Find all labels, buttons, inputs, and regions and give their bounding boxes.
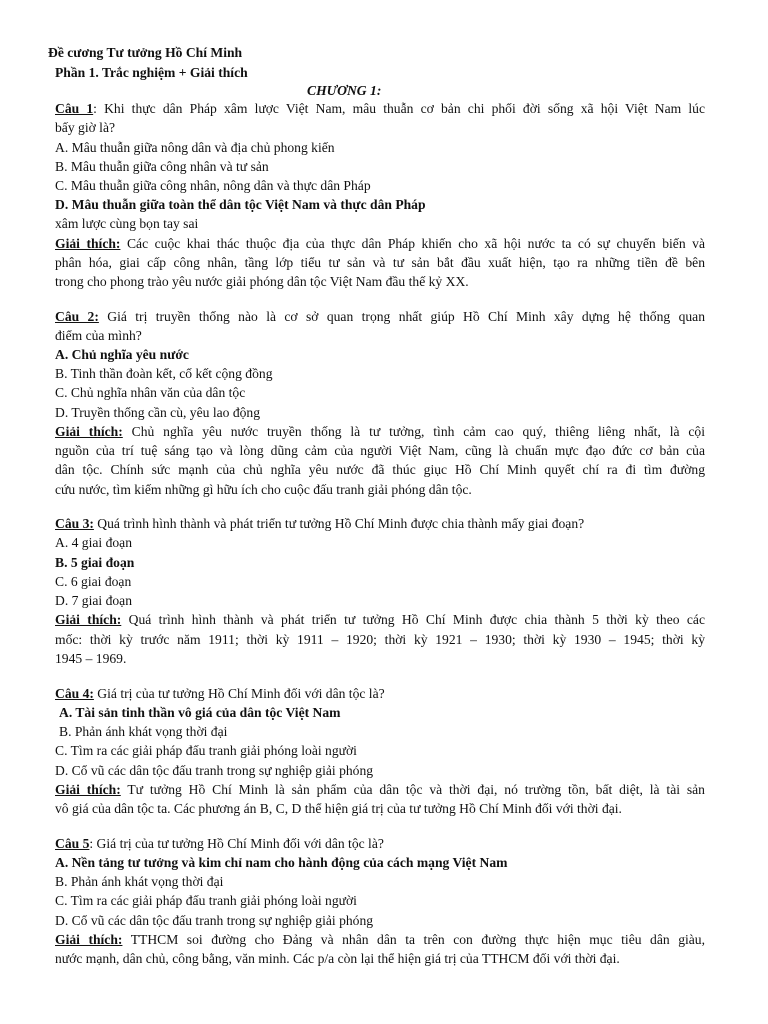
question-2-line-1: Câu 2: Giá trị truyền thống nào là cơ sở quan trọng nhất giúp Hồ Chí Minh xây dựng hệ thống quan [55, 309, 706, 324]
question-5-option-a: A. Nền tảng tư tưởng và kim chỉ nam cho hành động của cách mạng Việt Nam [55, 855, 508, 870]
question-4-explanation-line-2: vô giá của dân tộc ta. Các phương án B, C, D thể hiện giá trị của tư tưởng Hồ Chí Minh đối với thời đại. [55, 801, 622, 816]
question-2-option-b: B. Tinh thần đoàn kết, cố kết cộng đồng [55, 366, 273, 381]
question-1-option-b: B. Mâu thuẫn giữa công nhân và tư sản [55, 159, 269, 174]
question-3-explanation-line-3: 1945 – 1969. [55, 651, 127, 666]
explanation-label: Giải thích: [55, 932, 123, 947]
explanation-label: Giải thích: [55, 236, 121, 251]
question-2-explanation-line-4: cứu nước, tìm kiếm những gì hữu ích cho cuộc đấu tranh giải phóng dân tộc. [55, 482, 472, 497]
question-3-option-c: C. 6 giai đoạn [55, 574, 132, 589]
question-4-option-c: C. Tìm ra các giải pháp đấu tranh giải phóng loài người [55, 743, 357, 758]
question-4-option-d: D. Cổ vũ các dân tộc đấu tranh trong sự nghiệp giải phóng [55, 763, 374, 778]
question-3-label: Câu 3: [55, 516, 94, 531]
chapter-heading: CHƯƠNG 1: [307, 83, 382, 98]
explanation-label: Giải thích: [55, 782, 121, 797]
question-5-label: Câu 5 [55, 836, 90, 851]
question-3-line-1: Câu 3: Quá trình hình thành và phát triển tư tưởng Hồ Chí Minh được chia thành mấy giai đoạn? [55, 516, 585, 531]
question-2-option-d: D. Truyền thống cần cù, yêu lao động [55, 405, 261, 420]
question-5-option-b: B. Phản ánh khát vọng thời đại [55, 874, 224, 889]
question-5-explanation-line-1: Giải thích: TTHCM soi đường cho Đảng và nhân dân ta trên con đường thực hiện mục tiêu dân giàu, [55, 932, 705, 947]
question-2-explanation-line-2: nguồn của trí tuệ sáng tạo và lòng dũng cảm của người Việt Nam, cũng là chuẩn mực đạo đức cơ bản của [55, 443, 705, 458]
question-2-explanation-line-3: dân tộc. Chính sức mạnh của chủ nghĩa yêu nước đã thúc giục Hồ Chí Minh quyết chí ra đi tìm đường [55, 462, 705, 477]
explanation-label: Giải thích: [55, 424, 123, 439]
question-3-explanation-line-2: mốc: thời kỳ trước năm 1911; thời kỳ 1911 – 1920; thời kỳ 1921 – 1930; thời kỳ 1930 – 1945; thời kỳ [55, 632, 705, 647]
document-title: Đề cương Tư tưởng Hồ Chí Minh [48, 45, 243, 60]
question-5-line-1: Câu 5: Giá trị của tư tưởng Hồ Chí Minh đối với dân tộc là? [55, 836, 384, 851]
question-1-explanation-line-1: Giải thích: Các cuộc khai thác thuộc địa của thực dân Pháp khiến cho xã hội nước ta có sự chuyển biến và [55, 236, 705, 251]
question-1-option-c: C. Mâu thuẫn giữa công nhân, nông dân và thực dân Pháp [55, 178, 371, 193]
question-1-option-a: A. Mâu thuẫn giữa nông dân và địa chủ phong kiến [55, 140, 335, 155]
part-heading: Phần 1. Trắc nghiệm + Giải thích [55, 65, 248, 80]
question-3-explanation-line-1: Giải thích: Quá trình hình thành và phát triển tư tưởng Hồ Chí Minh được chia thành 5 thời kỳ theo các [55, 612, 705, 627]
question-2-explanation-line-1: Giải thích: Chủ nghĩa yêu nước truyền thống là tư tưởng, tình cảm cao quý, thiêng liêng nhất, là cội [55, 424, 705, 439]
question-1-option-d: D. Mâu thuẫn giữa toàn thể dân tộc Việt Nam và thực dân Pháp [55, 197, 426, 212]
question-3-option-d: D. 7 giai đoạn [55, 593, 133, 608]
question-4-line-1: Câu 4: Giá trị của tư tưởng Hồ Chí Minh đối với dân tộc là? [55, 686, 385, 701]
question-4-explanation-line-1: Giải thích: Tư tưởng Hồ Chí Minh là sản phẩm của dân tộc và thời đại, nó trường tồn, bất diệt, là tài sản [55, 782, 705, 797]
question-3-option-a: A. 4 giai đoạn [55, 535, 133, 550]
question-2-label: Câu 2: [55, 309, 99, 324]
question-4-option-b: B. Phản ánh khát vọng thời đại [59, 724, 228, 739]
question-5-explanation-line-2: nước mạnh, dân chủ, công bằng, văn minh. Các p/a còn lại thể hiện giá trị của TTHCM đối với thời đại. [55, 951, 620, 966]
question-1-line-2: bấy giờ là? [55, 120, 116, 135]
question-1-line-1: Câu 1: Khi thực dân Pháp xâm lược Việt Nam, mâu thuẫn cơ bản chi phối đời sống xã hội Việt Nam lúc [55, 101, 705, 116]
question-3-option-b: B. 5 giai đoạn [55, 555, 135, 570]
question-4-label: Câu 4: [55, 686, 94, 701]
question-5-option-c: C. Tìm ra các giải pháp đấu tranh giải phóng loài người [55, 893, 357, 908]
question-2-line-2: điểm của mình? [55, 328, 142, 343]
explanation-label: Giải thích: [55, 612, 122, 627]
question-2-option-a: A. Chủ nghĩa yêu nước [55, 347, 189, 362]
question-5-option-d: D. Cổ vũ các dân tộc đấu tranh trong sự nghiệp giải phóng [55, 913, 374, 928]
question-1-label: Câu 1 [55, 101, 94, 116]
question-1-explanation-line-3: trong cho phong trào yêu nước giải phóng dân tộc Việt Nam đầu thế kỷ XX. [55, 274, 469, 289]
question-2-option-c: C. Chủ nghĩa nhân văn của dân tộc [55, 385, 246, 400]
question-4-option-a: A. Tài sản tinh thần vô giá của dân tộc Việt Nam [59, 705, 341, 720]
question-1-explanation-line-2: phân hóa, giai cấp công nhân, tầng lớp tiểu tư sản và tư sản bắt đầu xuất hiện, tạo ra những tiền đề bên [55, 255, 705, 270]
question-1-option-d-cont: xâm lược cùng bọn tay sai [55, 216, 199, 231]
